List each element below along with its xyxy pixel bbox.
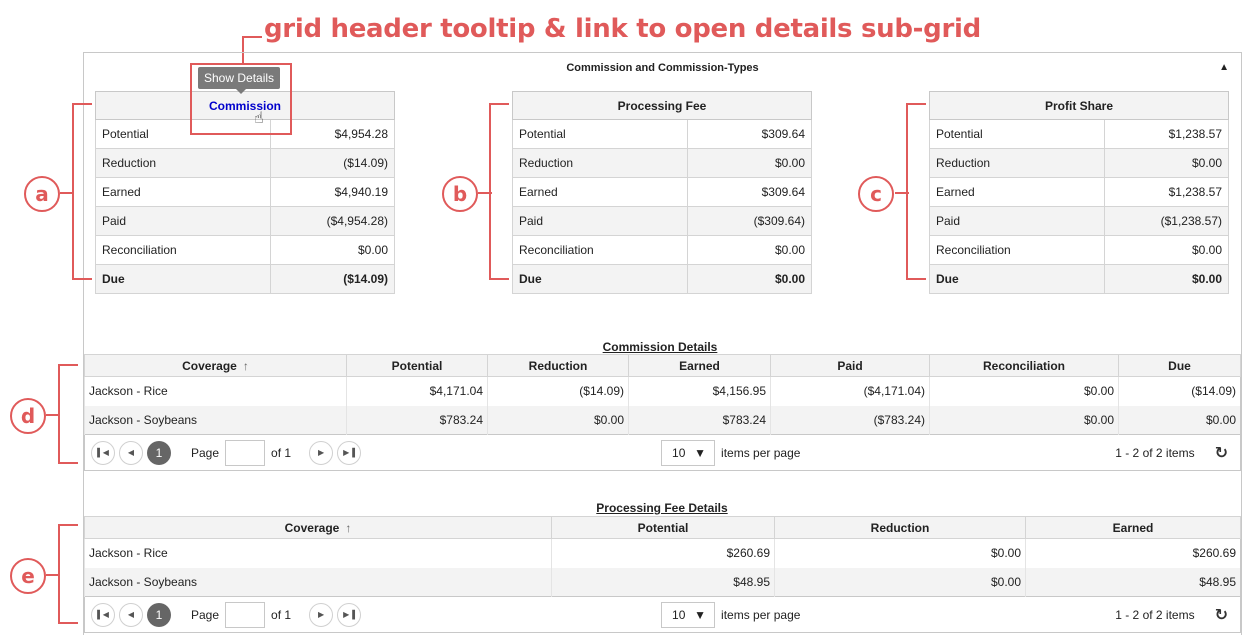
commission-details-pager <box>84 435 1241 471</box>
grid-header[interactable]: Processing Fee <box>513 92 812 120</box>
column-header-reduction[interactable]: Reduction <box>488 355 629 377</box>
row-label: Earned <box>96 178 271 207</box>
row-value: $1,238.57 <box>1105 120 1229 149</box>
bracket-d <box>58 364 78 366</box>
bracket-b <box>489 103 509 105</box>
row-label: Paid <box>513 207 688 236</box>
table-row[interactable] <box>85 406 1241 435</box>
row-label: Paid <box>930 207 1105 236</box>
bracket-e <box>58 524 78 526</box>
cell: $4,171.04 <box>347 377 488 406</box>
row-label: Earned <box>513 178 688 207</box>
cell: $48.95 <box>1026 568 1241 597</box>
pager-summary: 1 - 2 of 2 items <box>1115 445 1195 460</box>
panel-title: Commission and Commission-Types <box>566 62 759 74</box>
processing-fee-details-title: Processing Fee Details <box>596 501 728 515</box>
items-per-page-label: items per page <box>721 445 801 460</box>
commission-details-title: Commission Details <box>602 340 718 354</box>
bracket-b <box>489 278 509 280</box>
processing-fee-details-pager <box>84 597 1241 633</box>
processing-fee-details-grid <box>84 516 1241 597</box>
label-c: c <box>858 176 894 212</box>
bracket-a <box>72 278 92 280</box>
row-label: Earned <box>930 178 1105 207</box>
column-header-due[interactable]: Due <box>1119 355 1241 377</box>
bracket-e <box>46 574 60 576</box>
bracket-c <box>895 192 909 194</box>
page-input[interactable] <box>225 440 265 466</box>
cell: $783.24 <box>629 406 771 435</box>
of-pages-label: of 1 <box>271 445 292 460</box>
cell: $4,156.95 <box>629 377 771 406</box>
row-label: Reconciliation <box>96 236 271 265</box>
row-value: $309.64 <box>688 178 812 207</box>
summary-grid-processing-fee <box>512 91 812 294</box>
pager-summary: 1 - 2 of 2 items <box>1115 607 1195 622</box>
next-page-icon[interactable]: ▶ <box>309 441 333 465</box>
page-label: Page <box>191 607 220 622</box>
chevron-down-icon: ▼ <box>694 607 707 622</box>
next-page-icon[interactable]: ▶ <box>309 603 333 627</box>
bracket-b <box>489 103 491 279</box>
cell: ($4,171.04) <box>771 377 930 406</box>
column-header-potential[interactable]: Potential <box>347 355 488 377</box>
column-header-coverage[interactable] <box>85 355 347 377</box>
row-value: $0.00 <box>688 265 812 294</box>
row-label: Potential <box>930 120 1105 149</box>
bracket-a <box>72 103 92 105</box>
show-details-link[interactable]: Commission <box>208 98 281 113</box>
cell: Jackson - Soybeans <box>85 406 347 435</box>
chevron-down-icon: ▼ <box>694 445 707 460</box>
column-header-coverage[interactable] <box>85 517 552 539</box>
table-row[interactable] <box>85 539 1241 568</box>
row-label: Due <box>513 265 688 294</box>
cell: Jackson - Soybeans <box>85 568 552 597</box>
cell: ($14.09) <box>488 377 629 406</box>
cell: $260.69 <box>552 539 775 568</box>
row-value: $309.64 <box>688 120 812 149</box>
column-header-paid[interactable]: Paid <box>771 355 930 377</box>
cell: Jackson - Rice <box>85 539 552 568</box>
bracket-c <box>906 103 908 279</box>
column-header-earned[interactable]: Earned <box>1026 517 1241 539</box>
bracket-a <box>72 103 74 279</box>
sort-ascending-icon[interactable]: ↑ <box>345 520 352 535</box>
label-a: a <box>24 176 60 212</box>
row-label: Due <box>930 265 1105 294</box>
prev-page-icon[interactable]: ◀ <box>119 441 143 465</box>
row-label: Reduction <box>513 149 688 178</box>
first-page-icon[interactable]: ▌◀ <box>91 603 115 627</box>
cell: ($783.24) <box>771 406 930 435</box>
row-label: Reduction <box>96 149 271 178</box>
column-header-reduction[interactable]: Reduction <box>775 517 1026 539</box>
row-label: Reconciliation <box>930 236 1105 265</box>
last-page-icon[interactable]: ▶▐ <box>337 441 361 465</box>
of-pages-label: of 1 <box>271 607 292 622</box>
items-per-page-label: items per page <box>721 607 801 622</box>
row-value: $1,238.57 <box>1105 178 1229 207</box>
row-label: Potential <box>513 120 688 149</box>
row-value: $0.00 <box>1105 149 1229 178</box>
grid-header[interactable]: Profit Share <box>930 92 1229 120</box>
bracket-c <box>906 278 926 280</box>
row-value: $4,940.19 <box>271 178 395 207</box>
bracket-d <box>58 462 78 464</box>
cell: $0.00 <box>775 568 1026 597</box>
refresh-icon[interactable]: ↻ <box>1214 606 1228 624</box>
table-row[interactable] <box>85 568 1241 597</box>
cell: ($14.09) <box>1119 377 1241 406</box>
row-value: ($309.64) <box>688 207 812 236</box>
column-label: Coverage <box>182 358 237 373</box>
row-label: Potential <box>96 120 271 149</box>
sort-ascending-icon[interactable]: ↑ <box>242 358 249 373</box>
cell: $0.00 <box>1119 406 1241 435</box>
row-value: $4,954.28 <box>271 120 395 149</box>
show-details-tooltip: Show Details <box>198 67 280 89</box>
commission-details-grid <box>84 354 1241 435</box>
row-value: $0.00 <box>688 149 812 178</box>
first-page-icon[interactable]: ▌◀ <box>91 441 115 465</box>
row-value: ($14.09) <box>271 265 395 294</box>
cell: Jackson - Rice <box>85 377 347 406</box>
cell: $260.69 <box>1026 539 1241 568</box>
column-header-potential[interactable]: Potential <box>552 517 775 539</box>
page-label: Page <box>191 445 220 460</box>
refresh-icon[interactable]: ↻ <box>1214 444 1228 462</box>
label-b: b <box>442 176 478 212</box>
last-page-icon[interactable]: ▶▐ <box>337 603 361 627</box>
cell: $0.00 <box>930 377 1119 406</box>
bracket-a <box>60 192 74 194</box>
collapse-icon[interactable]: ▲ <box>1219 62 1229 73</box>
cell: $48.95 <box>552 568 775 597</box>
row-label: Reduction <box>930 149 1105 178</box>
bracket-c <box>906 103 926 105</box>
page-size-value: 10 <box>672 607 686 622</box>
column-header-reconciliation[interactable]: Reconciliation <box>930 355 1119 377</box>
bracket-b <box>478 192 492 194</box>
row-value: ($4,954.28) <box>271 207 395 236</box>
page-size-select[interactable] <box>661 602 715 628</box>
current-page-button[interactable]: 1 <box>147 441 171 465</box>
cell: $0.00 <box>775 539 1026 568</box>
hand-cursor-icon: ☝ <box>254 110 264 127</box>
page-size-select[interactable] <box>661 440 715 466</box>
table-row[interactable] <box>85 377 1241 406</box>
label-e: e <box>10 558 46 594</box>
row-label: Paid <box>96 207 271 236</box>
row-value: $0.00 <box>271 236 395 265</box>
cell: $0.00 <box>930 406 1119 435</box>
annotation-title: grid header tooltip & link to open details sub-grid <box>264 14 981 44</box>
row-label: Reconciliation <box>513 236 688 265</box>
column-header-earned[interactable]: Earned <box>629 355 771 377</box>
current-page-button[interactable]: 1 <box>147 603 171 627</box>
column-label: Coverage <box>284 520 340 535</box>
bracket-e <box>58 622 78 624</box>
prev-page-icon[interactable]: ◀ <box>119 603 143 627</box>
summary-grid-profit-share <box>929 91 1229 294</box>
row-value: ($1,238.57) <box>1105 207 1229 236</box>
cell: $0.00 <box>488 406 629 435</box>
row-value: $0.00 <box>1105 265 1229 294</box>
row-value: ($14.09) <box>271 149 395 178</box>
row-label: Due <box>96 265 271 294</box>
cell: $783.24 <box>347 406 488 435</box>
row-value: $0.00 <box>1105 236 1229 265</box>
label-d: d <box>10 398 46 434</box>
annotation-connector <box>242 36 262 38</box>
row-value: $0.00 <box>688 236 812 265</box>
page-input[interactable] <box>225 602 265 628</box>
page-size-value: 10 <box>672 445 686 460</box>
bracket-d <box>46 414 60 416</box>
